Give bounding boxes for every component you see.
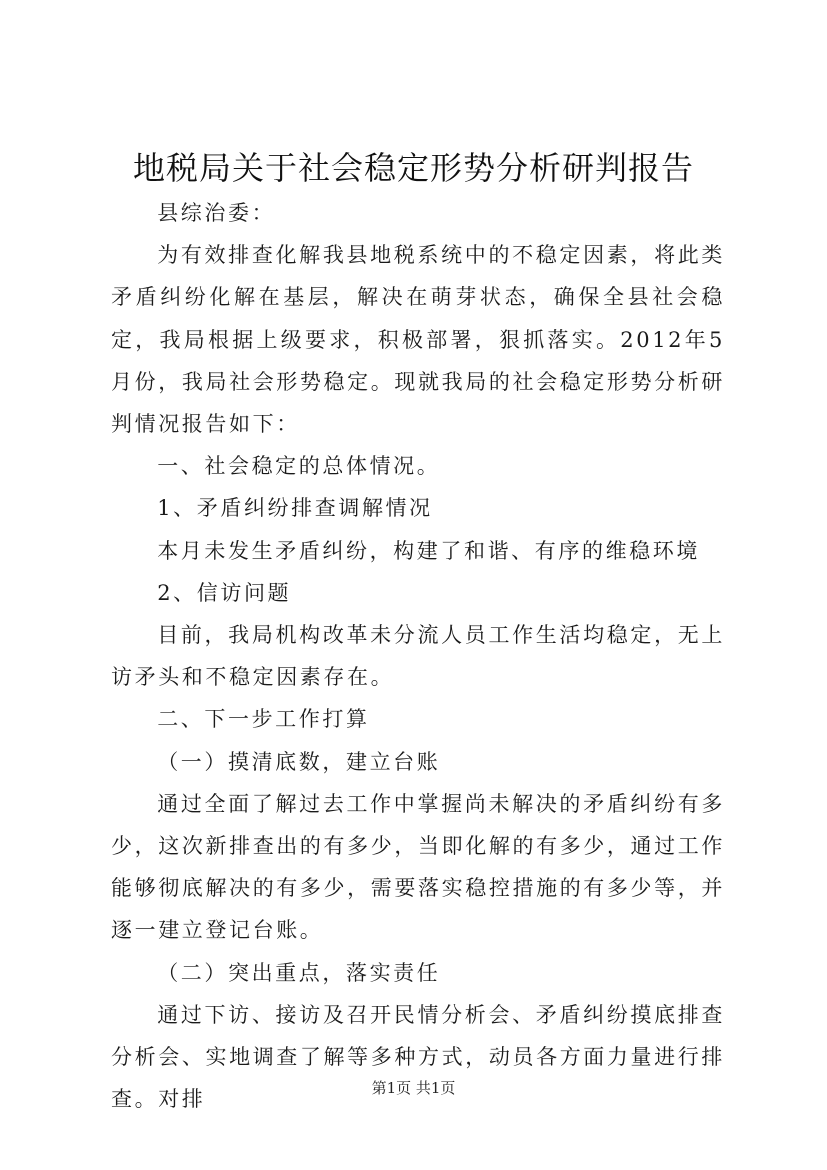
intro-paragraph: 为有效排查化解我县地税系统中的不稳定因素，将此类矛盾纠纷化解在基层，解决在萌芽状态，确保全县社会稳定，我局根据上级要求，积极部署，狠抓落实。2012年5月份，我局社会形势稳定。现就我局的社会稳定形势分析研判情况报告如下： [111,243,725,437]
subheading-responsibility: （二）突出重点，落实责任 [157,960,441,985]
responsibility-paragraph: 通过下访、接访及召开民情分析会、矛盾纠纷摸底排查分析会、实地调查了解等多种方式，动员各方面力量进行排查。对排 [111,1002,725,1112]
ledger-paragraph: 通过全面了解过去工作中掌握尚未解决的矛盾纠纷有多少，这次新排查出的有多少，当即化解的有多少，通过工作能够彻底解决的有多少，需要落实稳控措施的有多少等，并逐一建立登记台账。 [111,791,725,943]
subheading-petitions: 2、信访问题 [157,580,292,605]
salutation: 县综治委： [157,201,276,225]
document-title: 地税局关于社会稳定形势分析研判报告 [132,149,694,187]
page-number-footer: 第1页 共1页 [371,1079,456,1097]
subheading-disputes: 1、矛盾纠纷排查调解情况 [157,496,433,521]
disputes-paragraph: 本月未发生矛盾纠纷，构建了和谐、有序的维稳环境 [157,538,700,563]
document-body [111,192,725,1120]
section-heading-next-steps: 二、下一步工作打算 [157,707,370,732]
section-heading-overall: 一、社会稳定的总体情况。 [157,454,441,479]
petitions-paragraph: 目前，我局机构改革未分流人员工作生活均稳定，无上访矛头和不稳定因素存在。 [111,623,725,690]
subheading-ledger: （一）摸清底数，建立台账 [157,749,441,774]
